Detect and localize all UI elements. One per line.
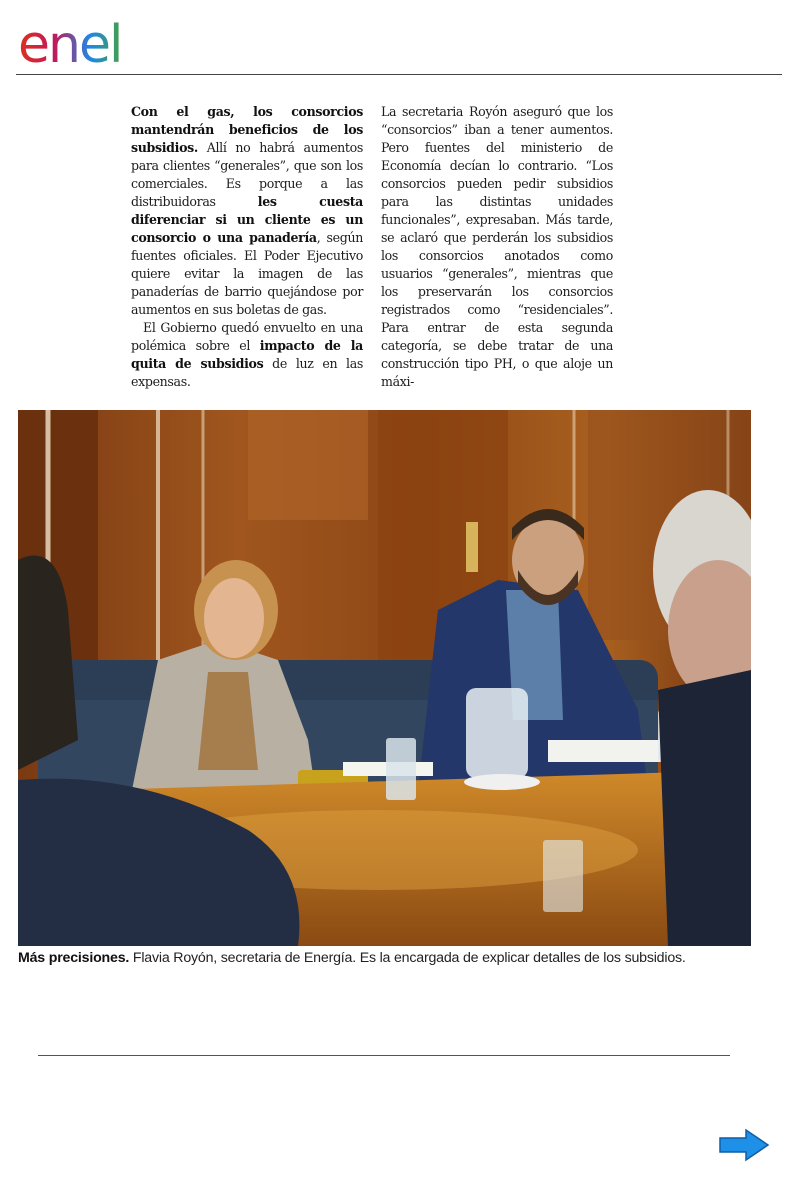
header-divider (16, 74, 782, 75)
bold-lead: Con el gas, los consorcios mantendrán beneficios de los subsidios. (131, 104, 363, 155)
photo-caption (18, 948, 788, 968)
news-photo (18, 410, 751, 946)
enel-logo (18, 8, 170, 68)
caption-text: Flavia Royón, secretaria de Energía. Es la encargada de explicar detalles de los subsidios. (129, 950, 686, 966)
next-page-arrow-icon[interactable] (718, 1128, 770, 1162)
svg-text:enel: enel (18, 15, 122, 68)
bold-phrase: les cuesta diferenciar si un cliente es un consorcio o una panadería (131, 194, 363, 245)
paragraph-2: El Gobierno quedó envuelto en una polémica sobre el impacto de la quita de subsidios de luz en las expensas. (131, 320, 363, 389)
article-column-1 (131, 103, 363, 391)
article-column-2 (381, 103, 613, 391)
caption-title: Más precisiones. (18, 950, 130, 966)
bold-phrase: impacto de la quita de subsidios (131, 338, 363, 371)
paragraph-3: La secretaria Royón aseguró que los “consorcios” iban a tener aumentos. Pero fuentes del ministerio de Economía decían lo contrario. “Los consorcios pueden pedir subsidios para las distintas unidades funcionales”, expresaban. Más tarde, se aclaró que perderán los subsidios los consorcios anotados como usuarios “generales”, mientras que los preservarán los consorcios registrados como “residenciales”. Para entrar de esta segunda categoría, se debe tratar de una construcción tipo PH, o que aloje un máxi- (381, 104, 613, 389)
footer-divider (38, 1055, 730, 1056)
paragraph-1: Con el gas, los consorcios mantendrán beneficios de los subsidios. Allí no habrá aumentos para clientes “generales”, que son los comerciales. Es porque a las distribuidoras les cuesta diferenciar si un cliente es un consorcio o una panadería, según fuentes oficiales. El Poder Ejecutivo quiere evitar la imagen de las panaderías de barrio quejándose por aumentos en sus boletas de gas. (131, 104, 363, 317)
